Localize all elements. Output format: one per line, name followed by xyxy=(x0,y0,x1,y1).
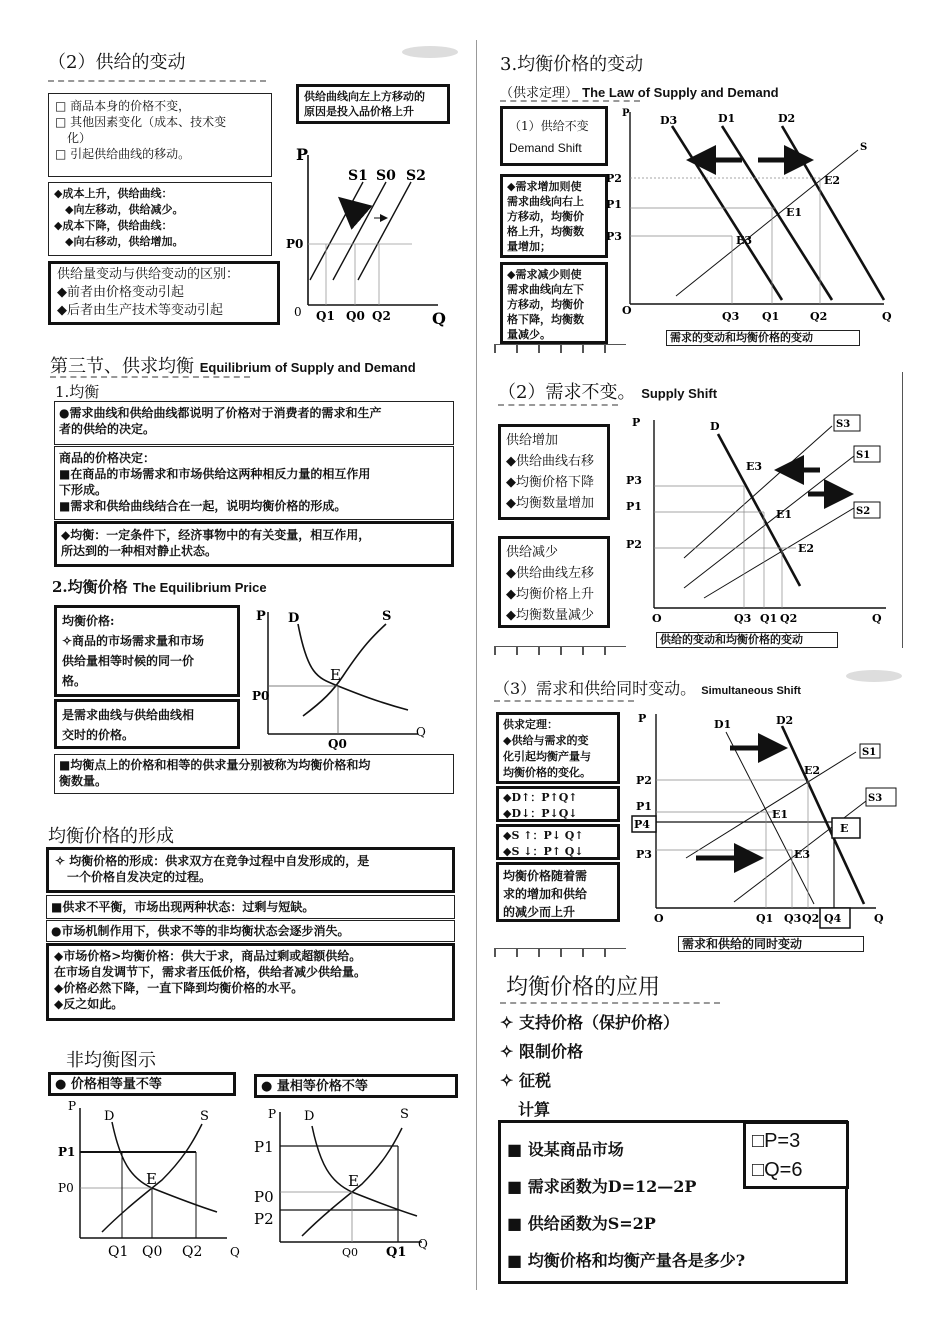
text-line: 需求曲线向左下 xyxy=(507,283,584,296)
label-q3: Q3 xyxy=(784,912,802,925)
decorative-swoosh xyxy=(402,46,458,58)
text-line: 格上升，均衡数 xyxy=(507,225,584,238)
title-en: Simultaneous Shift xyxy=(701,685,801,697)
label-p: P xyxy=(638,712,647,725)
text-line: 供求定理： xyxy=(503,718,558,731)
label-p1: P1 xyxy=(606,198,622,211)
text-line: 格下降，均衡数 xyxy=(507,313,584,326)
subtitle-en: The Equilibrium Price xyxy=(132,580,267,595)
label-e3: E3 xyxy=(746,460,763,473)
curve-supply xyxy=(303,624,386,716)
text-line: ◆S ↑：P↓ Q↑ xyxy=(503,829,584,842)
text-line: ■均衡点上的价格和相等的供求量分别被称为均衡价格和均 xyxy=(59,758,371,772)
label-q0: Q0 xyxy=(142,1244,163,1260)
application-list xyxy=(500,1008,679,1124)
text-line: ◆D↑：P↑Q↑ xyxy=(503,791,578,804)
text-line: 一个价格自发决定的过程。 xyxy=(55,870,212,884)
supply-shift-note xyxy=(296,84,450,124)
label-d1: D1 xyxy=(718,112,736,125)
text-line: 供给量相等时候的同一价 xyxy=(62,654,195,668)
label-s: S xyxy=(382,609,392,624)
distinction-box xyxy=(48,261,280,325)
list-item: ✧ 征税 xyxy=(500,1071,551,1090)
label-p0: P0 xyxy=(254,1188,274,1206)
label-s2: S2 xyxy=(406,168,426,184)
label-q0: Q0 xyxy=(328,737,347,751)
label-s1: S1 xyxy=(862,747,877,758)
label-q: Q xyxy=(872,612,882,625)
text-line: ◆向右移动，供给增加。 xyxy=(54,235,184,248)
label-e2: E2 xyxy=(804,764,821,777)
text-line: ◆前者由价格变动引起 xyxy=(57,285,184,300)
frame-edge xyxy=(902,372,903,648)
label-s: S xyxy=(860,142,868,153)
section-title-application: 均衡价格的应用 xyxy=(506,975,661,1000)
text-line: ●需求曲线和供给曲线都说明了价格对于消费者的需求和生产 xyxy=(59,406,382,420)
curve-d1 xyxy=(726,732,814,904)
label-origin: O xyxy=(652,612,662,625)
text-line: □ 引起供给曲线的移动。 xyxy=(55,147,191,161)
decorative-strip xyxy=(494,646,626,655)
simultaneous-shift-graph xyxy=(626,708,898,934)
caption-demand-shift: 需求的变动和均衡价格的变动 xyxy=(666,330,860,346)
label-q3: Q3 xyxy=(734,612,752,625)
label-d: D xyxy=(304,1109,315,1124)
text-line: □ 商品本身的价格不变， xyxy=(55,99,191,113)
text-line: 化） xyxy=(55,131,92,145)
label-d1: D1 xyxy=(714,718,732,731)
label-d3: D3 xyxy=(660,114,678,127)
subtitle-equilibrium-price xyxy=(52,576,267,597)
text-line: 的减少而上升 xyxy=(503,905,576,919)
label-p: P xyxy=(68,1099,77,1113)
label-q: Q xyxy=(874,912,884,925)
formation-box-3: ●市场机制作用下，供求不等的非均衡状态会逐步消失。 xyxy=(46,920,455,942)
text-line: ◆均衡数量增加 xyxy=(506,496,594,511)
curve-s2 xyxy=(358,182,411,280)
formation-box-2: ■供求不平衡，市场出现两种状态：过剩与短缺。 xyxy=(46,895,455,919)
cost-effect-box xyxy=(48,182,272,256)
subtitle-equilibrium: 1.均衡 xyxy=(55,383,100,401)
label-q: Q xyxy=(416,725,426,739)
text-line: 供给增加 xyxy=(506,433,559,448)
text-line: ◆向左移动，供给减少。 xyxy=(54,203,184,216)
label-q0: Q0 xyxy=(346,309,365,323)
title-cn: （3）需求和供给同时变动。 xyxy=(494,679,697,698)
supply-change-box xyxy=(48,93,272,177)
label-p2: P2 xyxy=(636,774,652,787)
label-q1: Q1 xyxy=(316,309,335,323)
label-p2: P2 xyxy=(606,172,622,185)
label-p2: P2 xyxy=(254,1210,274,1228)
text-line: ◆均衡价格上升 xyxy=(506,587,594,602)
label-origin: O xyxy=(622,304,632,317)
text-line: 商品的价格决定： xyxy=(59,451,156,465)
label-q1: Q1 xyxy=(762,310,780,323)
label-e: E xyxy=(330,666,341,684)
label-q1: Q1 xyxy=(108,1244,129,1260)
label-e: E xyxy=(146,1170,157,1188)
text-line: 方移动，均衡价 xyxy=(507,298,584,311)
text-line: 方移动，均衡价 xyxy=(507,210,584,223)
text-line: 均衡价格随着需 xyxy=(503,869,588,883)
label-s0: S0 xyxy=(376,168,396,184)
section-title-formation: 均衡价格的形成 xyxy=(48,826,174,847)
title-underline xyxy=(494,700,634,702)
text-line: ◆S ↓：P↑ Q↓ xyxy=(503,845,584,858)
label-p: P xyxy=(268,1107,277,1121)
decorative-swoosh xyxy=(846,670,902,682)
list-item: 计算 xyxy=(518,1100,551,1119)
text-line: 交时的价格。 xyxy=(62,728,135,742)
calculation-box xyxy=(498,1120,848,1284)
formation-box-1 xyxy=(46,847,455,893)
label-q2: Q2 xyxy=(182,1244,203,1260)
label-e1: E1 xyxy=(786,206,803,219)
text-line: ◆需求增加则使 xyxy=(507,180,582,193)
curve-d3 xyxy=(672,126,782,300)
section-title-eq-change: 3.均衡价格的变动 xyxy=(500,54,644,75)
curve-demand xyxy=(312,1126,417,1216)
label-p3: P3 xyxy=(606,230,622,243)
curve-demand xyxy=(298,624,408,710)
tag-quantity-equal: ● 量相等价格不等 xyxy=(254,1074,458,1098)
non-eq-graph-quantity xyxy=(252,1104,442,1264)
supply-shift-eq-graph xyxy=(624,412,900,632)
caption-supply-shift: 供给的变动和均衡价格的变动 xyxy=(656,632,838,648)
demand-decrease-box xyxy=(500,262,608,344)
text-line: 衡数量。 xyxy=(59,774,108,788)
label-p: P xyxy=(632,416,641,429)
equilibrium-box-1 xyxy=(54,401,454,445)
label-p4: P4 xyxy=(634,818,650,831)
curve-s0 xyxy=(333,182,386,280)
label-e3: E3 xyxy=(736,234,753,247)
label-s1: S1 xyxy=(856,450,871,461)
label-q1: Q1 xyxy=(760,612,778,625)
equilibrium-box-3 xyxy=(54,521,454,567)
label-s2: S2 xyxy=(856,506,871,517)
demand-shift-graph xyxy=(606,104,899,328)
text-line: ◆供给与需求的变 xyxy=(503,734,589,747)
curve-d1 xyxy=(722,126,832,300)
label-origin: O xyxy=(654,912,664,925)
label-e: E xyxy=(348,1172,359,1190)
text-line: 所达到的一种相对静止状态。 xyxy=(61,544,218,558)
label-e1: E1 xyxy=(776,508,793,521)
title-cn: （2）需求不变。 xyxy=(498,382,636,403)
label-p3: P3 xyxy=(626,474,642,487)
label-p0: P0 xyxy=(286,237,304,251)
text-line: ◆供给曲线左移 xyxy=(506,566,594,581)
supply-decrease-box xyxy=(498,536,610,628)
label-p1: P1 xyxy=(58,1145,76,1159)
text-line: 下形成。 xyxy=(59,483,108,497)
label-q2: Q2 xyxy=(810,310,828,323)
law-heading xyxy=(500,82,779,101)
text-line: 化引起均衡产量与 xyxy=(503,750,591,763)
calculation-lines xyxy=(507,1131,745,1279)
text-line: 求的增加和供给 xyxy=(503,887,588,901)
label-q3: Q3 xyxy=(722,310,740,323)
answer-box xyxy=(743,1121,849,1189)
title-underline xyxy=(498,404,618,406)
list-item: ✧ 限制价格 xyxy=(500,1042,583,1061)
text-line: ◆后者由生产技术等变动引起 xyxy=(57,303,223,318)
label-p: P xyxy=(256,609,266,624)
label-p2: P2 xyxy=(626,538,642,551)
title-en: Equilibrium of Supply and Demand xyxy=(199,360,416,375)
demand-rule-box xyxy=(496,786,620,822)
eq-price-def-box xyxy=(54,605,240,697)
text-line: ✧ 均衡价格的形成：供求双方在竞争过程中自发形成的，是 xyxy=(55,854,370,868)
label-q1: Q1 xyxy=(386,1245,407,1260)
label-q2: Q2 xyxy=(780,612,798,625)
section-title-simultaneous xyxy=(494,676,801,699)
supply-rule-box xyxy=(496,824,620,860)
label-q: Q xyxy=(418,1237,428,1251)
label-e1: E1 xyxy=(772,808,789,821)
law-box xyxy=(496,712,620,784)
column-divider xyxy=(476,40,477,1290)
label-p0: P0 xyxy=(252,689,270,703)
label-q2: Q2 xyxy=(372,309,391,323)
decorative-strip xyxy=(494,948,626,957)
label-p: P xyxy=(622,108,630,119)
text-line: ■ 设某商品市场 xyxy=(507,1140,624,1159)
text-line: ◆均衡数量减少 xyxy=(506,608,594,623)
demand-shift-box xyxy=(500,106,608,166)
curve-s1 xyxy=(684,456,854,588)
list-item: ✧ 支持价格（保护价格） xyxy=(500,1013,679,1032)
text-line: ◆均衡价格下降 xyxy=(506,475,594,490)
label-d2: D2 xyxy=(778,112,796,125)
curve-s1 xyxy=(686,752,856,858)
label-e3: E3 xyxy=(794,848,811,861)
law-cn: （供求定理） xyxy=(500,86,579,101)
curve-d2 xyxy=(782,726,864,904)
curve-demand xyxy=(112,1122,217,1212)
answer-quantity: □Q=6 xyxy=(752,1159,803,1181)
label-q2: Q2 xyxy=(802,912,820,925)
title-underline xyxy=(48,80,266,82)
label-p1: P1 xyxy=(636,800,652,813)
text-line: ■ 需求函数为D=12—2P xyxy=(507,1177,697,1196)
subtitle-cn: 2.均衡价格 xyxy=(52,578,128,596)
title-underline xyxy=(500,1002,720,1004)
supply-shift-graph xyxy=(288,140,453,330)
eq-quantity-box xyxy=(54,754,454,794)
section-title-supply-shift xyxy=(498,378,717,404)
title-underline xyxy=(50,376,250,378)
label-d: D xyxy=(288,611,300,626)
text-line: 均衡价格: xyxy=(62,614,115,628)
text-line: 需求曲线向右上 xyxy=(507,195,584,208)
text-line: Demand Shift xyxy=(509,141,582,155)
text-line: ◆价格必然下降，一直下降到均衡价格的水平。 xyxy=(54,981,304,995)
text-line: 量增加； xyxy=(507,240,551,253)
label-e: E xyxy=(840,822,849,835)
label-p0: P0 xyxy=(58,1181,74,1195)
text-line: 格。 xyxy=(62,674,87,688)
title-cn: 第三节、供求均衡 xyxy=(50,356,194,377)
text-line: ✧商品的市场需求量和市场 xyxy=(62,634,205,648)
text-line: 供给曲线向左上方移动的 xyxy=(304,90,425,103)
text-line: 量减少。 xyxy=(507,328,551,341)
text-line: □ 其他因素变化（成本、技术变 xyxy=(55,115,227,129)
text-line: ◆均衡：一定条件下，经济事物中的有关变量，相互作用， xyxy=(61,528,371,542)
supply-increase-box xyxy=(498,424,610,520)
non-eq-graph-price xyxy=(52,1100,242,1260)
label-s3: S3 xyxy=(836,419,851,430)
label-s3: S3 xyxy=(868,793,883,804)
label-q0: Q0 xyxy=(342,1246,359,1259)
label-s: S xyxy=(400,1107,409,1122)
text-line: 者的供给的决定。 xyxy=(59,422,156,436)
text-line: ◆市场价格>均衡价格：供大于求，商品过剩或超额供给。 xyxy=(54,949,362,963)
text-line: ■ 均衡价格和均衡产量各是多少? xyxy=(507,1251,746,1270)
label-q: Q xyxy=(882,310,892,323)
label-p3: P3 xyxy=(636,848,652,861)
label-e2: E2 xyxy=(824,174,841,187)
text-line: ◆成本下降，供给曲线： xyxy=(54,219,173,232)
text-line: 原因是投入品价格上升 xyxy=(304,105,414,118)
caption-simultaneous: 需求和供给的同时变动 xyxy=(678,936,864,952)
text-line: 供给减少 xyxy=(506,545,559,560)
text-line: 供给量变动与供给变动的区别： xyxy=(57,267,240,282)
text-line: ◆反之如此。 xyxy=(54,997,124,1011)
label-q: Q xyxy=(230,1245,240,1259)
title-en: Supply Shift xyxy=(641,386,718,401)
label-d: D xyxy=(104,1109,115,1124)
label-e2: E2 xyxy=(798,542,815,555)
text-line: ■需求和供给曲线结合在一起，说明均衡价格的形成。 xyxy=(59,499,347,513)
eq-price-intersect-box xyxy=(54,699,240,749)
label-p: P xyxy=(296,145,309,164)
text-line: ◆成本上升，供给曲线： xyxy=(54,187,173,200)
label-q4: Q4 xyxy=(824,912,842,925)
label-s: S xyxy=(200,1109,209,1124)
label-p1: P1 xyxy=(254,1138,274,1156)
answer-price: □P=3 xyxy=(752,1130,801,1152)
equilibrium-price-graph xyxy=(248,606,438,754)
text-line: ◆需求减少则使 xyxy=(507,268,582,281)
text-line: 在市场自发调节下，需求者压低价格，供给者减少供给量。 xyxy=(54,965,367,979)
label-d: D xyxy=(710,420,720,433)
label-s1: S1 xyxy=(348,168,368,184)
text-line: 均衡价格的变化。 xyxy=(503,766,591,779)
formation-box-4 xyxy=(46,943,455,1021)
curve-s2 xyxy=(704,508,854,598)
label-q1: Q1 xyxy=(756,912,774,925)
text-line: ■ 供给函数为S=2P xyxy=(507,1214,656,1233)
label-d2: D2 xyxy=(776,714,794,727)
label-origin: 0 xyxy=(294,305,302,319)
demand-increase-box xyxy=(500,174,608,258)
text-line: ◆D↓：P↓Q↓ xyxy=(503,807,578,820)
label-p1: P1 xyxy=(626,500,642,513)
decorative-strip xyxy=(494,344,626,353)
equilibrium-box-2 xyxy=(54,446,454,520)
text-line: （1）供给不变 xyxy=(509,119,589,133)
section-title-supply-change: （2）供给的变动 xyxy=(48,52,186,73)
label-q: Q xyxy=(432,309,446,328)
text-line: ■在商品的市场需求和市场供给这两种相反力量的相互作用 xyxy=(59,467,371,481)
text-line: ◆供给曲线右移 xyxy=(506,454,594,469)
rising-price-box xyxy=(496,862,620,922)
section-title-equilibrium xyxy=(50,352,416,378)
tag-price-equal: ● 价格相等量不等 xyxy=(48,1072,236,1096)
law-en: The Law of Supply and Demand xyxy=(582,85,779,100)
text-line: 是需求曲线与供给曲线相 xyxy=(62,708,195,722)
section-title-non-equilibrium: 非均衡图示 xyxy=(66,1050,156,1071)
title-underline xyxy=(500,100,640,102)
